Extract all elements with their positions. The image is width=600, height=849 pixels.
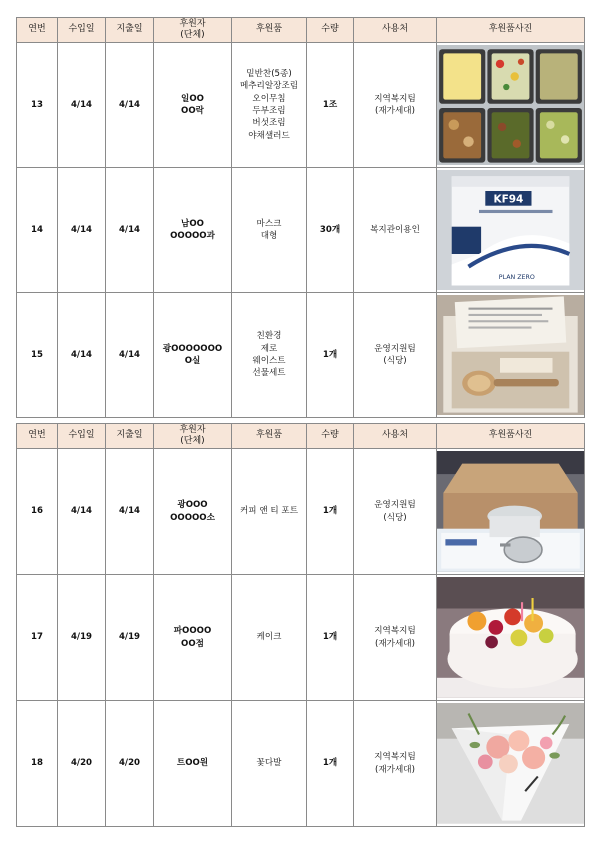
header-photo: 후원품사진 xyxy=(437,18,585,43)
mask-box-photo xyxy=(437,170,584,291)
row-donor xyxy=(154,168,232,293)
row-spent: 4/14 xyxy=(106,293,154,418)
header-qty: 수량 xyxy=(307,424,354,449)
item-line: 메추리알장조림 xyxy=(239,81,299,92)
row-user xyxy=(354,43,437,168)
row-photo xyxy=(437,449,585,575)
table-row xyxy=(17,293,585,418)
donor-line: OO점 xyxy=(181,638,204,649)
header-user: 사용처 xyxy=(354,18,437,43)
row-no: 15 xyxy=(17,293,58,418)
item-line: 대형 xyxy=(260,231,278,241)
row-item xyxy=(232,575,307,701)
row-spent: 4/19 xyxy=(106,575,154,701)
header-donor-line2: (단체) xyxy=(180,30,205,40)
row-qty: 1개 xyxy=(307,293,354,418)
header-row xyxy=(17,424,585,449)
row-user xyxy=(354,293,437,418)
header-received: 수입일 xyxy=(58,18,106,43)
header-item: 후원품 xyxy=(232,424,307,449)
item-line: 야채샐러드 xyxy=(248,130,290,141)
item-line: 마스크 xyxy=(256,218,282,229)
row-no: 14 xyxy=(17,168,58,293)
row-received: 4/14 xyxy=(58,168,106,293)
row-photo xyxy=(437,43,585,168)
item-line: 버섯조림 xyxy=(252,118,286,129)
table-row xyxy=(17,575,585,701)
user-line: 지역복지팀 xyxy=(374,93,416,104)
row-donor xyxy=(154,43,232,168)
item-line: 두부조림 xyxy=(252,106,286,116)
user-line: 운영지원팀 xyxy=(374,500,416,511)
donor-line: OO락 xyxy=(181,106,204,116)
header-spent: 지출일 xyxy=(106,18,154,43)
user-line: (재가세대) xyxy=(375,764,415,775)
header-received: 수입일 xyxy=(58,424,106,449)
row-received: 4/20 xyxy=(58,701,106,827)
header-no: 연번 xyxy=(17,424,58,449)
donation-table-top xyxy=(16,17,585,418)
row-donor xyxy=(154,293,232,418)
row-donor xyxy=(154,701,232,827)
table-row xyxy=(17,168,585,293)
header-row xyxy=(17,18,585,43)
row-user xyxy=(354,168,437,293)
row-received: 4/14 xyxy=(58,43,106,168)
header-qty: 수량 xyxy=(307,18,354,43)
table-row xyxy=(17,449,585,575)
row-photo xyxy=(437,293,585,418)
row-no: 17 xyxy=(17,575,58,701)
zero-waste-gift-photo xyxy=(437,295,584,416)
row-no: 18 xyxy=(17,701,58,827)
row-qty: 1개 xyxy=(307,701,354,827)
mask-brand-text: KF94 xyxy=(493,193,524,206)
donor-line: 광OOOOOOO xyxy=(162,343,223,354)
row-user xyxy=(354,449,437,575)
donor-line: OOOOO소 xyxy=(170,512,215,523)
row-received: 4/14 xyxy=(58,293,106,418)
fruit-cake-photo xyxy=(437,577,584,698)
header-no: 연번 xyxy=(17,18,58,43)
row-no: 13 xyxy=(17,43,58,168)
row-item xyxy=(232,43,307,168)
row-item xyxy=(232,293,307,418)
row-photo xyxy=(437,575,585,701)
item-line: 오이무침 xyxy=(252,93,286,104)
donor-line: 일OO xyxy=(181,93,204,104)
header-donor xyxy=(154,18,232,43)
flower-bouquet-photo xyxy=(437,703,584,824)
item-line: 선물세트 xyxy=(252,368,286,379)
header-item: 후원품 xyxy=(232,18,307,43)
tea-pot-box-photo xyxy=(437,451,584,572)
row-spent: 4/14 xyxy=(106,43,154,168)
user-line: (식당) xyxy=(383,512,407,523)
donor-line: 트OO원 xyxy=(176,758,209,769)
donation-table-bottom xyxy=(16,423,585,827)
header-donor-line1: 후원자 xyxy=(179,18,206,29)
row-item xyxy=(232,701,307,827)
user-line: 지역복지팀 xyxy=(374,752,416,763)
row-donor xyxy=(154,575,232,701)
item-line: 케이크 xyxy=(256,632,282,643)
header-spent: 지출일 xyxy=(106,424,154,449)
donor-line: 남OO xyxy=(181,218,204,229)
user-line: (재가세대) xyxy=(375,106,415,116)
header-donor-line1: 후원자 xyxy=(179,424,206,435)
header-donor xyxy=(154,424,232,449)
row-no: 16 xyxy=(17,449,58,575)
item-line: 제로 xyxy=(260,343,278,354)
user-line: (식당) xyxy=(383,356,407,366)
row-user xyxy=(354,701,437,827)
row-user xyxy=(354,575,437,701)
item-line: 커피 앤 티 포트 xyxy=(239,506,298,517)
table-row xyxy=(17,43,585,168)
user-line: 운영지원팀 xyxy=(374,343,416,354)
item-line: 친환경 xyxy=(256,331,282,342)
row-received: 4/14 xyxy=(58,449,106,575)
user-line: (재가세대) xyxy=(375,638,415,649)
table-row xyxy=(17,701,585,827)
row-spent: 4/20 xyxy=(106,701,154,827)
row-photo xyxy=(437,701,585,827)
row-photo xyxy=(437,168,585,293)
donor-line: O실 xyxy=(184,356,201,366)
row-qty: 1개 xyxy=(307,575,354,701)
row-spent: 4/14 xyxy=(106,168,154,293)
row-item xyxy=(232,449,307,575)
row-spent: 4/14 xyxy=(106,449,154,575)
item-line: 웨이스트 xyxy=(252,356,286,366)
item-line: 꽃다발 xyxy=(256,758,282,769)
row-qty: 1개 xyxy=(307,449,354,575)
header-donor-line2: (단체) xyxy=(180,436,205,446)
side-dishes-photo xyxy=(437,45,584,166)
row-item xyxy=(232,168,307,293)
donor-line: OOOOO과 xyxy=(170,231,215,241)
user-line: 지역복지팀 xyxy=(374,626,416,637)
mask-planzero-text: PLAN ZERO xyxy=(498,273,535,281)
item-line: 밑반찬(5종) xyxy=(246,68,292,79)
user-line: 복지관이용인 xyxy=(370,224,420,235)
header-photo: 후원품사진 xyxy=(437,424,585,449)
row-qty: 30개 xyxy=(307,168,354,293)
row-donor xyxy=(154,449,232,575)
row-qty: 1조 xyxy=(307,43,354,168)
donor-line: 파OOOO xyxy=(173,626,212,637)
header-user: 사용처 xyxy=(354,424,437,449)
row-received: 4/19 xyxy=(58,575,106,701)
donor-line: 광OOO xyxy=(177,500,208,511)
